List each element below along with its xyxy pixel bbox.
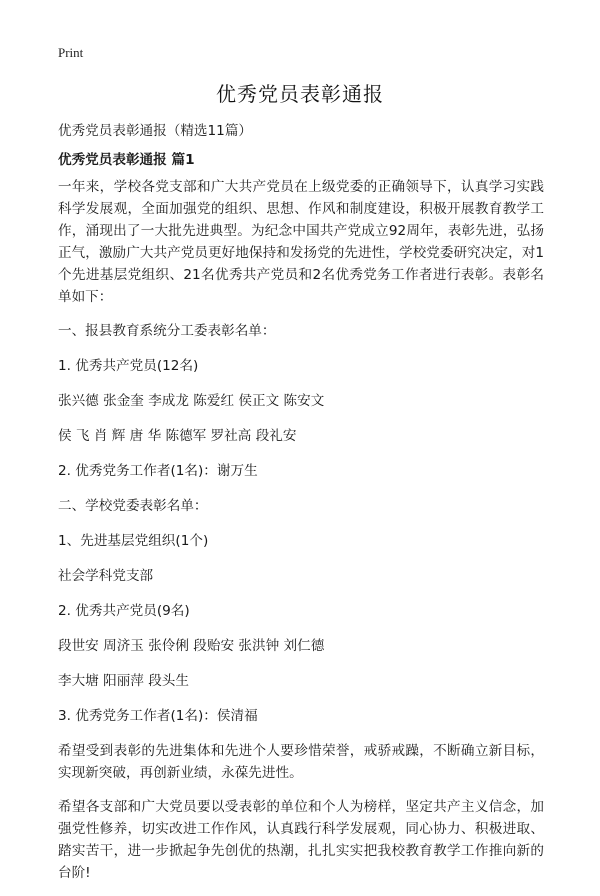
county-members-line: 侯 飞 肖 辉 唐 华 陈德军 罗社高 段礼安 bbox=[58, 428, 297, 444]
print-label[interactable]: Print bbox=[58, 45, 84, 60]
section-heading: 优秀党员表彰通报 篇1 bbox=[58, 152, 195, 168]
school-members-line: 段世安 周济玉 张伶俐 段贻安 张洪钟 刘仁德 bbox=[58, 638, 325, 654]
county-workers: 2. 优秀党务工作者(1名)：谢万生 bbox=[58, 463, 258, 479]
school-org: 社会学科党支部 bbox=[58, 568, 154, 584]
school-org-title: 1、先进基层党组织(1个) bbox=[58, 533, 209, 549]
closing-paragraph: 希望各支部和广大党员要以受表彰的单位和个人为榜样，坚定共产主义信念，加强党性修养，切实改进工作作风，认真践行科学发展观，同心协力、积极进取、踏实苦干，进一步掀起争先创优的热潮，扎扎实实把我校教育教学工作推向新的台阶! bbox=[58, 799, 544, 881]
document-body bbox=[58, 120, 544, 896]
school-list-header: 二、学校党委表彰名单： bbox=[58, 498, 208, 514]
school-members-title: 2. 优秀共产党员(9名) bbox=[58, 603, 190, 619]
county-list-header: 一、报县教育系统分工委表彰名单： bbox=[58, 323, 276, 339]
county-members-title: 1. 优秀共产党员(12名) bbox=[58, 358, 199, 374]
county-members-line: 张兴德 张金奎 李成龙 陈爱红 侯正文 陈安文 bbox=[58, 393, 325, 409]
school-workers: 3. 优秀党务工作者(1名)：侯清福 bbox=[58, 708, 258, 724]
intro-paragraph: 一年来，学校各党支部和广大共产党员在上级党委的正确领导下，认真学习实践科学发展观，全面加强党的组织、思想、作风和制度建设，积极开展教育教学工作，涌现出了一大批先进典型。为纪念中国共产党成立92周年，表彰先进，弘扬正气，激励广大共产党员更好地保持和发扬党的先进性，学校党委研究决定，对1个先进基层党组织、21名优秀共产党员和2名优秀党务工作者进行表彰。表彰名单如下： bbox=[58, 179, 544, 305]
page-title: 优秀党员表彰通报 bbox=[216, 82, 384, 106]
document-subtitle: 优秀党员表彰通报（精选11篇） bbox=[58, 123, 253, 139]
school-members-line: 李大塘 阳丽萍 段头生 bbox=[58, 673, 189, 689]
closing-paragraph: 希望受到表彰的先进集体和先进个人要珍惜荣誉，戒骄戒躁，不断确立新目标，实现新突破，再创新业绩，永葆先进性。 bbox=[58, 743, 544, 781]
